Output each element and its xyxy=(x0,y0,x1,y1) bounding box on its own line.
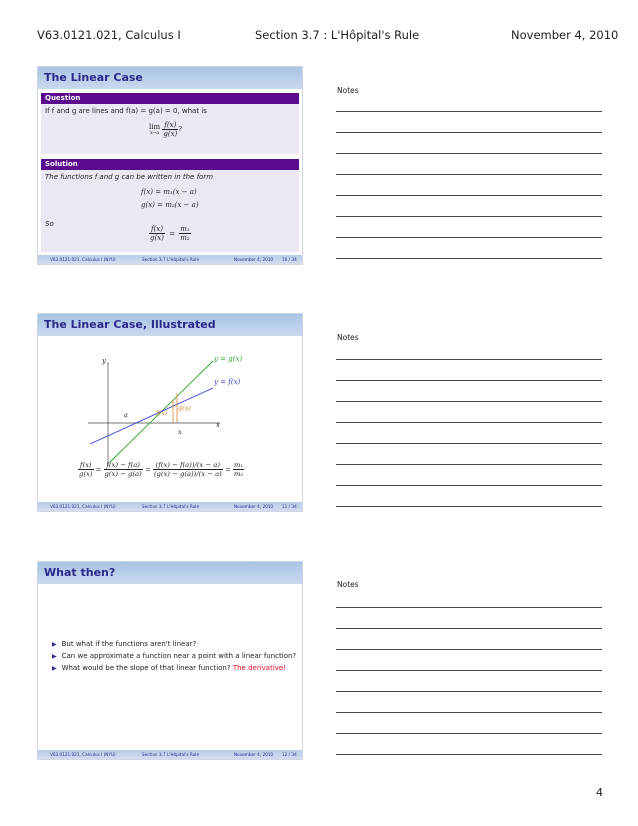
note-line xyxy=(336,174,602,175)
footer-course: V63.0121.021, Calculus I (NYU) xyxy=(50,504,116,509)
note-line xyxy=(336,359,602,360)
note-line xyxy=(336,754,602,755)
note-line xyxy=(336,506,602,507)
note-line xyxy=(336,733,602,734)
note-line xyxy=(336,153,602,154)
footer-page: 11 / 34 xyxy=(282,504,297,509)
slide-footer xyxy=(38,750,302,759)
ratio-chain xyxy=(78,461,244,478)
chain-eq: = xyxy=(95,465,102,474)
equation-f: f(x) = m₁(x − a) xyxy=(141,188,197,196)
x-point-label: x xyxy=(178,428,182,436)
result-equals: = xyxy=(169,229,175,238)
footer-page: 10 / 34 xyxy=(282,257,297,262)
note-line xyxy=(336,380,602,381)
linear-graph xyxy=(38,338,302,473)
slide-title: The Linear Case, Illustrated xyxy=(38,314,302,336)
note-line xyxy=(336,485,602,486)
footer-page: 12 / 34 xyxy=(282,752,297,757)
chain-t1-num: f(x) xyxy=(79,461,92,469)
slide-title: What then? xyxy=(38,562,302,584)
footer-date: November 4, 2010 xyxy=(234,752,274,757)
note-line xyxy=(336,712,602,713)
footer-date: November 4, 2010 xyxy=(234,257,274,262)
limit-numerator: f(x) xyxy=(164,121,177,129)
bullet-item xyxy=(52,652,296,660)
y-axis-label: y xyxy=(102,357,106,365)
solution-text: The functions f and g can be written in the form xyxy=(45,173,214,181)
line-f xyxy=(90,388,213,444)
slide-linear-case xyxy=(37,66,303,265)
fx-label: f(x) xyxy=(156,409,168,417)
bullet-item xyxy=(52,664,286,672)
note-line xyxy=(336,401,602,402)
so-text: So xyxy=(45,220,54,228)
note-line xyxy=(336,649,602,650)
chain-t3-num: (f(x) − f(a))/(x − a) xyxy=(153,461,223,470)
chain-t4-den: m₂ xyxy=(233,470,244,478)
slope-m1: m₁ xyxy=(180,225,190,233)
bullet-triangle-icon: ▶ xyxy=(52,665,57,672)
highlight-derivative: The derivative! xyxy=(232,664,287,672)
note-line xyxy=(336,691,602,692)
header-date: November 4, 2010 xyxy=(511,28,619,42)
bullet-item xyxy=(52,640,196,648)
equation-g: g(x) = m₂(x − a) xyxy=(141,201,199,209)
header-section: Section 3.7 : L'Hôpital's Rule xyxy=(255,28,420,42)
chain-t2-den: g(x) − g(a) xyxy=(104,470,142,478)
question-block xyxy=(41,104,299,154)
note-line xyxy=(336,132,602,133)
x-axis-label: x xyxy=(216,421,220,429)
question-mark: ? xyxy=(178,125,183,134)
gx-label: g(x) xyxy=(178,404,191,412)
notes-label: Notes xyxy=(337,86,359,95)
limit-subscript: x→a xyxy=(150,131,160,136)
note-line xyxy=(336,195,602,196)
chain-t2-num: f(x) − f(a) xyxy=(104,461,143,470)
result-equation xyxy=(149,225,191,242)
chain-eq: = xyxy=(144,465,151,474)
page-number: 4 xyxy=(596,786,603,799)
note-line xyxy=(336,670,602,671)
bullet-text: What would be the slope of that linear function? xyxy=(61,664,231,672)
footer-course: V63.0121.021, Calculus I (NYU) xyxy=(50,752,116,757)
slide-what-then xyxy=(37,561,303,760)
slide-footer xyxy=(38,255,302,264)
limit-expression xyxy=(149,121,182,138)
note-line xyxy=(336,237,602,238)
result-numerator: f(x) xyxy=(150,225,163,233)
footer-section: Section 3.7 L'Hôpital's Rule xyxy=(142,257,200,262)
notes-label: Notes xyxy=(337,333,359,342)
slide-title: The Linear Case xyxy=(38,67,302,89)
header-course: V63.0121.021, Calculus I xyxy=(37,28,181,42)
solution-block xyxy=(41,170,299,252)
chain-t1-den: g(x) xyxy=(79,470,93,478)
slide-linear-illustrated xyxy=(37,313,303,512)
chain-t3-den: (g(x) − g(a))/(x − a) xyxy=(153,470,222,478)
note-line xyxy=(336,422,602,423)
footer-date: November 4, 2010 xyxy=(234,504,274,509)
bullet-text: Can we approximate a function near a point with a linear function? xyxy=(61,652,297,660)
note-line xyxy=(336,216,602,217)
note-line xyxy=(336,464,602,465)
note-line xyxy=(336,111,602,112)
bullet-triangle-icon: ▶ xyxy=(52,653,57,660)
note-line xyxy=(336,607,602,608)
slide-footer xyxy=(38,502,302,511)
slope-m2: m₂ xyxy=(180,234,190,242)
note-line xyxy=(336,258,602,259)
note-line xyxy=(336,443,602,444)
footer-section: Section 3.7 L'Hôpital's Rule xyxy=(142,752,200,757)
f-line-label: y = f(x) xyxy=(214,378,241,386)
bullet-triangle-icon: ▶ xyxy=(52,641,57,648)
g-line-label: y = g(x) xyxy=(214,355,243,363)
chain-eq: = xyxy=(225,465,231,474)
bullet-text: But what if the functions aren't linear? xyxy=(61,640,197,648)
footer-section: Section 3.7 L'Hôpital's Rule xyxy=(142,504,200,509)
footer-course: V63.0121.021, Calculus I (NYU) xyxy=(50,257,116,262)
limit-denominator: g(x) xyxy=(163,130,178,138)
solution-heading: Solution xyxy=(41,159,299,170)
note-line xyxy=(336,628,602,629)
question-heading: Question xyxy=(41,93,299,104)
notes-label: Notes xyxy=(337,580,359,589)
a-label: a xyxy=(124,411,128,419)
question-text: If f and g are lines and f(a) = g(a) = 0, what is xyxy=(45,107,207,115)
chain-t4-num: m₁ xyxy=(233,461,244,469)
limit-word: lim xyxy=(149,123,161,131)
result-denominator: g(x) xyxy=(150,234,164,242)
